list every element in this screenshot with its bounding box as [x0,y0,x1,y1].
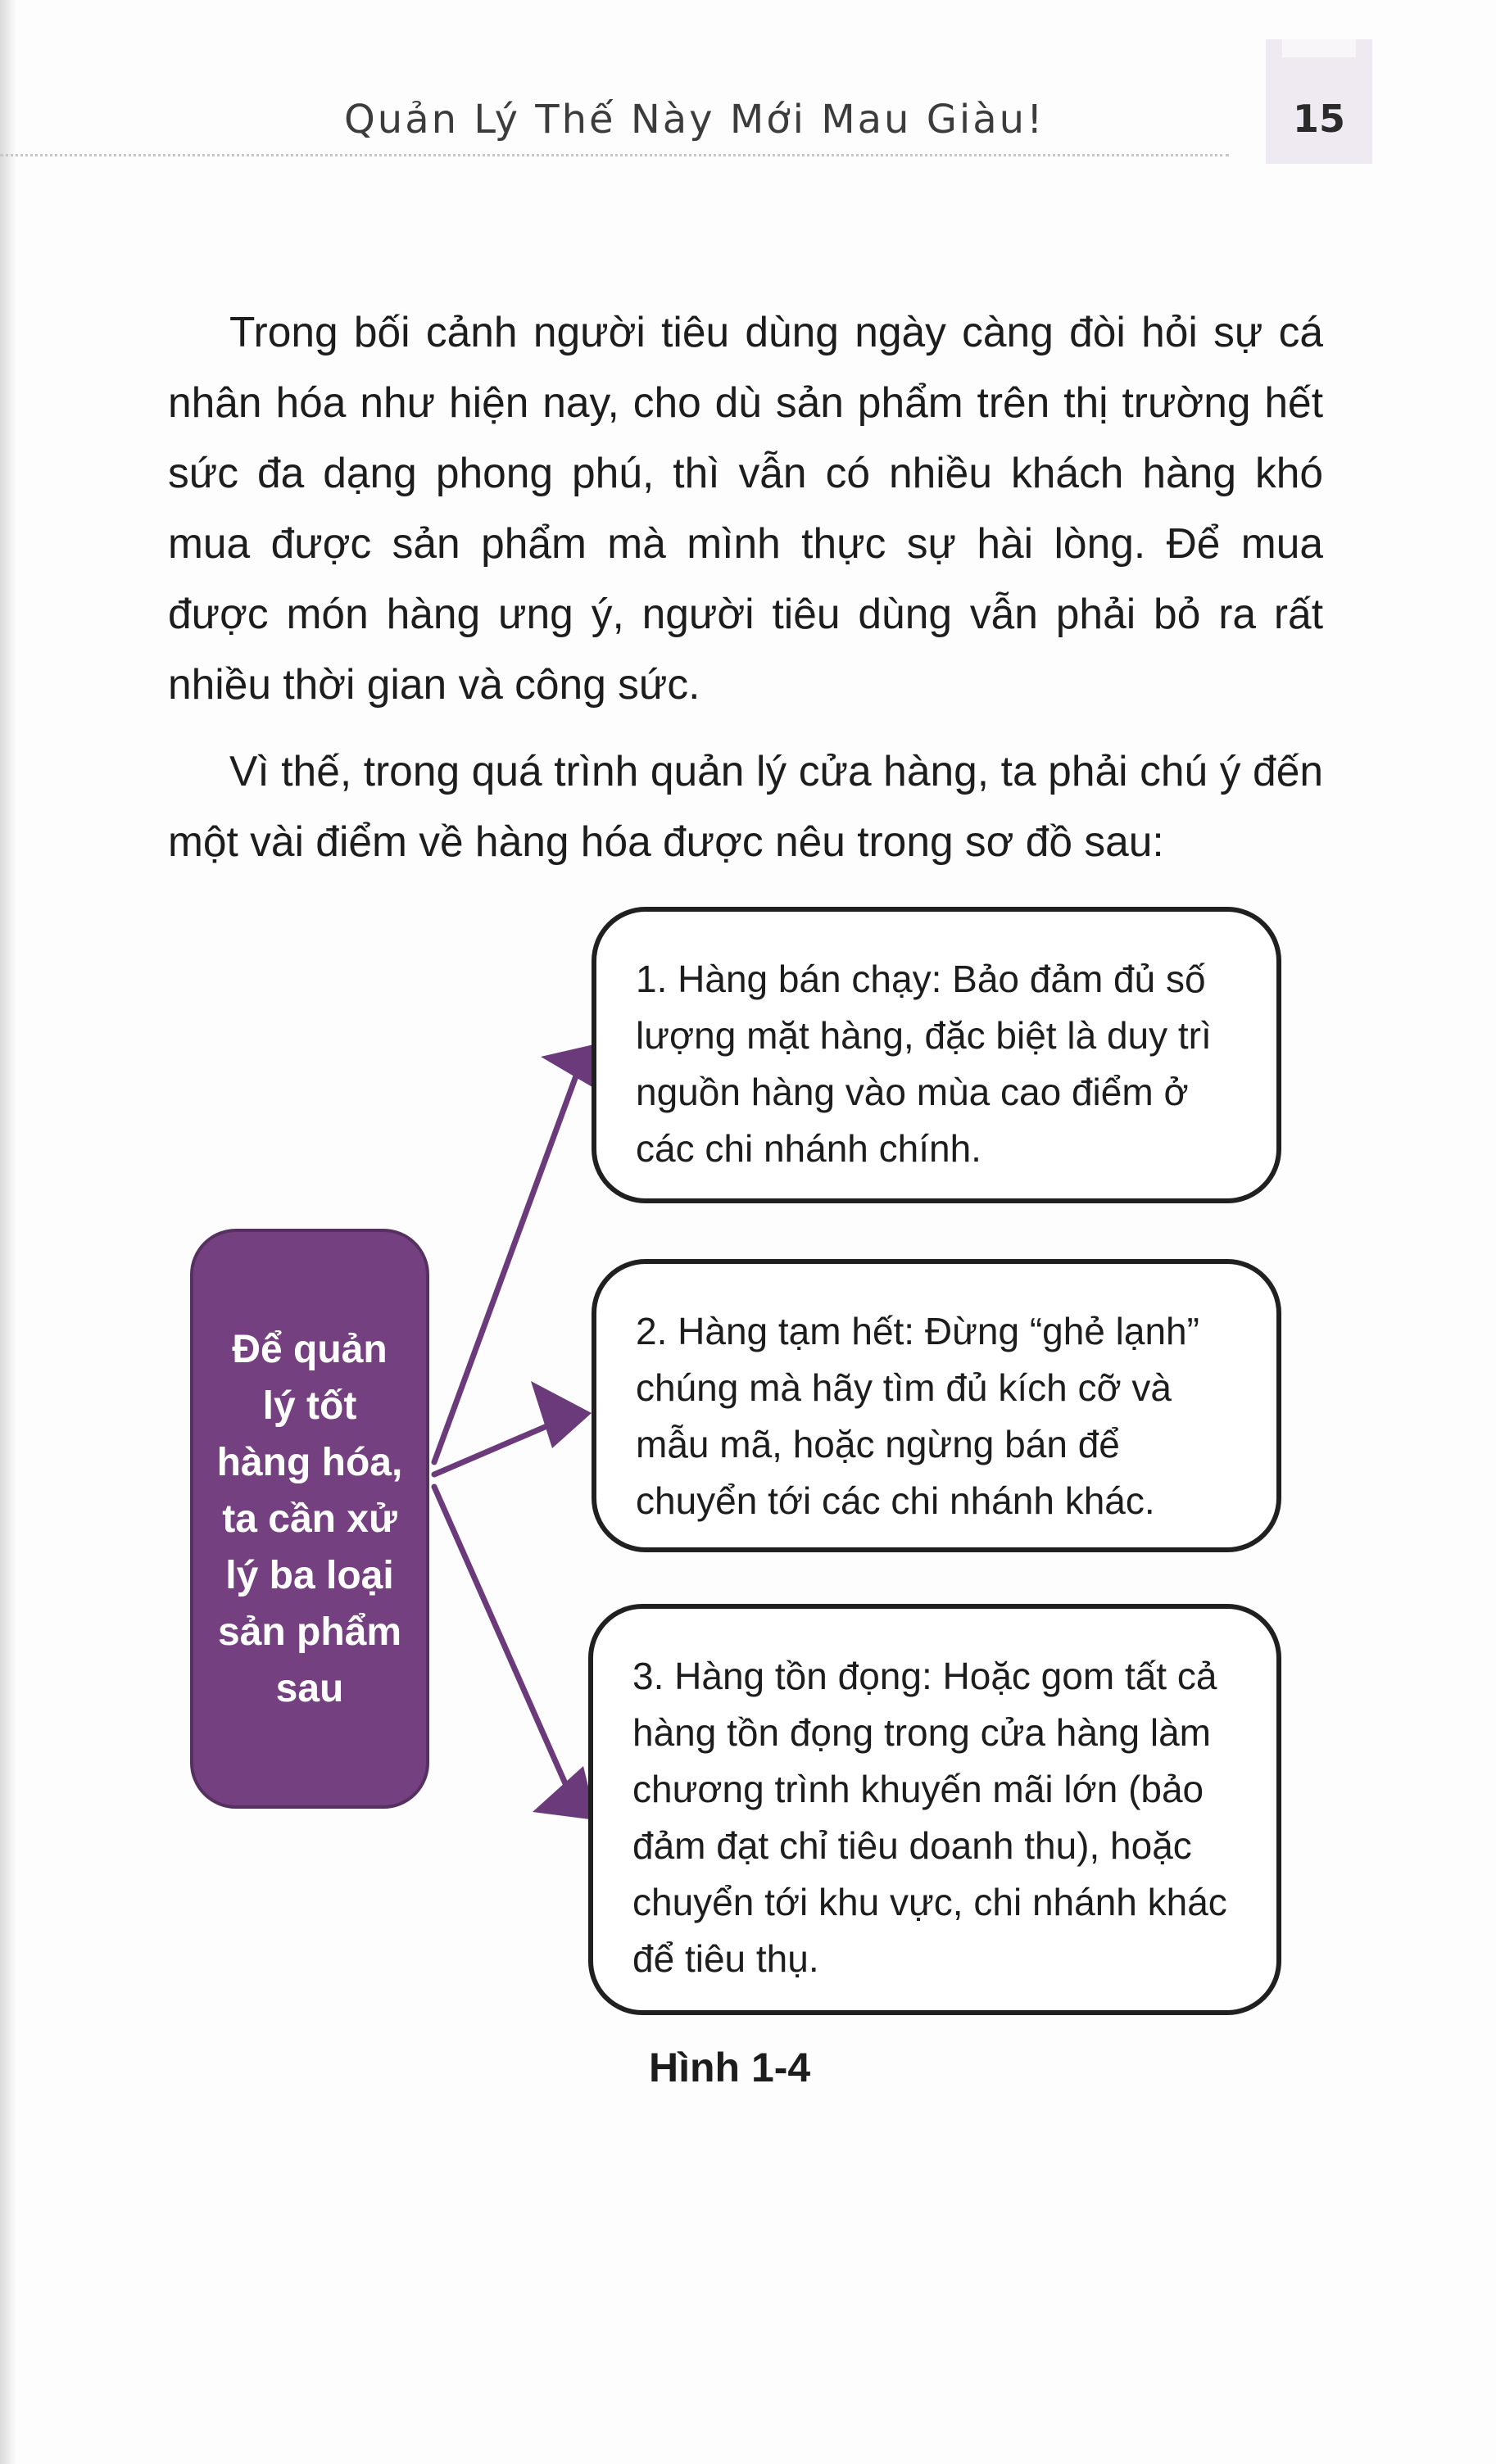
body-paragraph-2: Vì thế, trong quá trình quản lý cửa hàng, ta phải chú ý đến một vài điểm về hàng hóa được nêu trong sơ đồ sau: [168,747,1323,865]
diagram-item-text-3: 3. Hàng tồn đọng: Hoặc gom tất cả hàng tồn đọng trong cửa hàng làm chương trình khuyến mãi lớn (bảo đảm đạt chỉ tiêu doanh thu), hoặc chuyển tới khu vực, chi nhánh khác để tiêu thụ. [632,1655,1227,1980]
running-header-title: Quản Lý Thế Này Mới Mau Giàu! [344,97,1045,143]
diagram-item-text-1: 1. Hàng bán chạy: Bảo đảm đủ số lượng mặt hàng, đặc biệt là duy trì nguồn hàng vào mùa cao điểm ở các chi nhánh chính. [636,958,1212,1170]
connector-line-3 [434,1487,573,1802]
diagram-center-text: Để quản lý tốt hàng hóa, ta cần xử lý ba loại sản phẩm sau [216,1327,403,1710]
diagram-center-box [190,1229,429,1809]
page-number: 15 [1292,97,1345,141]
diagram-item-text-2: 2. Hàng tạm hết: Đừng “ghẻ lạnh” chúng mà hãy tìm đủ kích cỡ và mẫu mã, hoặc ngừng bán để chuyển tới các chi nhánh khác. [636,1310,1199,1522]
figure-caption: Hình 1-4 [649,2045,811,2090]
diagram-item-box-2 [592,1259,1281,1552]
diagram-item-box-3 [588,1604,1281,2015]
body-paragraph-1: Trong bối cảnh người tiêu dùng ngày càng đòi hỏi sự cá nhân hóa như hiện nay, cho dù sản phẩm trên thị trường hết sức đa dạng phong phú, thì vẫn có nhiều khách hàng khó mua được sản phẩm mà mình thực sự hài lòng. Để mua được món hàng ưng ý, người tiêu dùng vẫn phải bỏ ra rất nhiều thời gian và công sức. [168,308,1323,708]
arrowhead-3 [533,1766,596,1820]
diagram-item-box-1 [592,907,1281,1203]
arrowhead-2 [531,1381,592,1448]
